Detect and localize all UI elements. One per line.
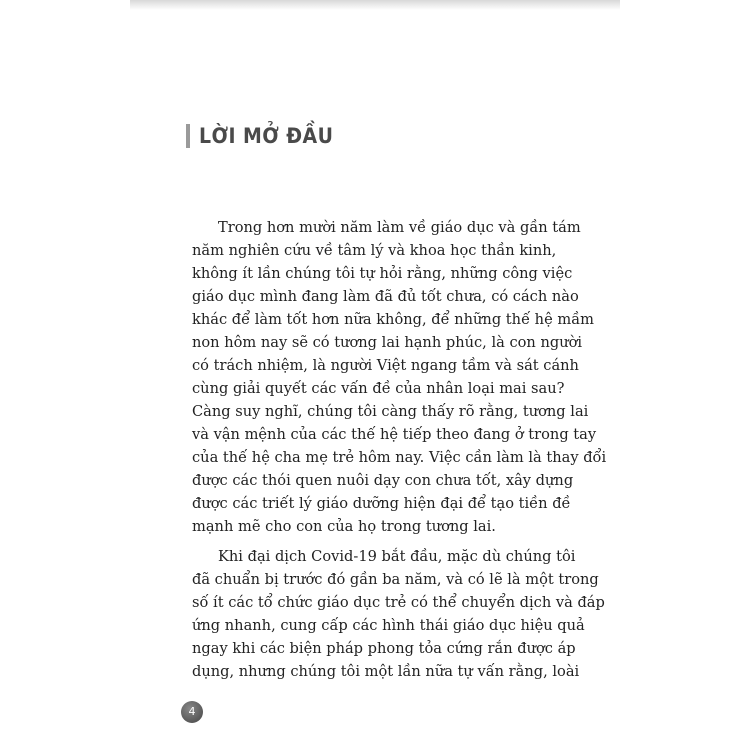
text-line: của thế hệ cha mẹ trẻ hôm nay. Việc cần làm là thay đổi	[192, 449, 607, 466]
body-text	[192, 216, 607, 683]
text-line: Càng suy nghĩ, chúng tôi càng thấy rõ rằng, tương lai	[192, 403, 589, 420]
text-line: ứng nhanh, cung cấp các hình thái giáo dục hiệu quả	[192, 617, 585, 634]
heading-title: LỜI MỞ ĐẦU	[199, 124, 334, 148]
paragraph-1	[192, 216, 607, 538]
page-top-shadow	[130, 0, 620, 10]
text-line: khác để làm tốt hơn nữa không, để những thế hệ mầm	[192, 311, 594, 328]
paragraph-2	[192, 545, 605, 683]
text-line: ngay khi các biện pháp phong tỏa cứng rắn được áp	[192, 640, 576, 657]
text-line: non hôm nay sẽ có tương lai hạnh phúc, là con người	[192, 334, 583, 351]
text-line: mạnh mẽ cho con của họ trong tương lai.	[192, 518, 496, 535]
text-line: và vận mệnh của các thế hệ tiếp theo đang ở trong tay	[192, 426, 597, 443]
heading-accent-bar	[186, 124, 190, 148]
text-line: đã chuẩn bị trước đó gần ba năm, và có lẽ là một trong	[192, 571, 599, 588]
text-line: cùng giải quyết các vấn đề của nhân loại mai sau?	[192, 380, 565, 397]
text-line: không ít lần chúng tôi tự hỏi rằng, những công việc	[192, 265, 573, 282]
text-line: có trách nhiệm, là người Việt ngang tầm và sát cánh	[192, 357, 579, 374]
chapter-heading	[186, 124, 348, 148]
text-line: được các triết lý giáo dưỡng hiện đại để tạo tiền đề	[192, 495, 571, 512]
text-line: được các thói quen nuôi dạy con chưa tốt, xây dựng	[192, 472, 574, 489]
text-line: năm nghiên cứu về tâm lý và khoa học thần kinh,	[192, 242, 557, 259]
page-number: 4	[181, 701, 203, 723]
text-line: Khi đại dịch Covid-19 bắt đầu, mặc dù chúng tôi	[218, 548, 576, 565]
text-line: dụng, nhưng chúng tôi một lần nữa tự vấn rằng, loài	[192, 663, 580, 680]
text-line: giáo dục mình đang làm đã đủ tốt chưa, có cách nào	[192, 288, 579, 305]
text-line: Trong hơn mười năm làm về giáo dục và gần tám	[218, 219, 581, 236]
text-line: số ít các tổ chức giáo dục trẻ có thể chuyển dịch và đáp	[192, 594, 605, 611]
